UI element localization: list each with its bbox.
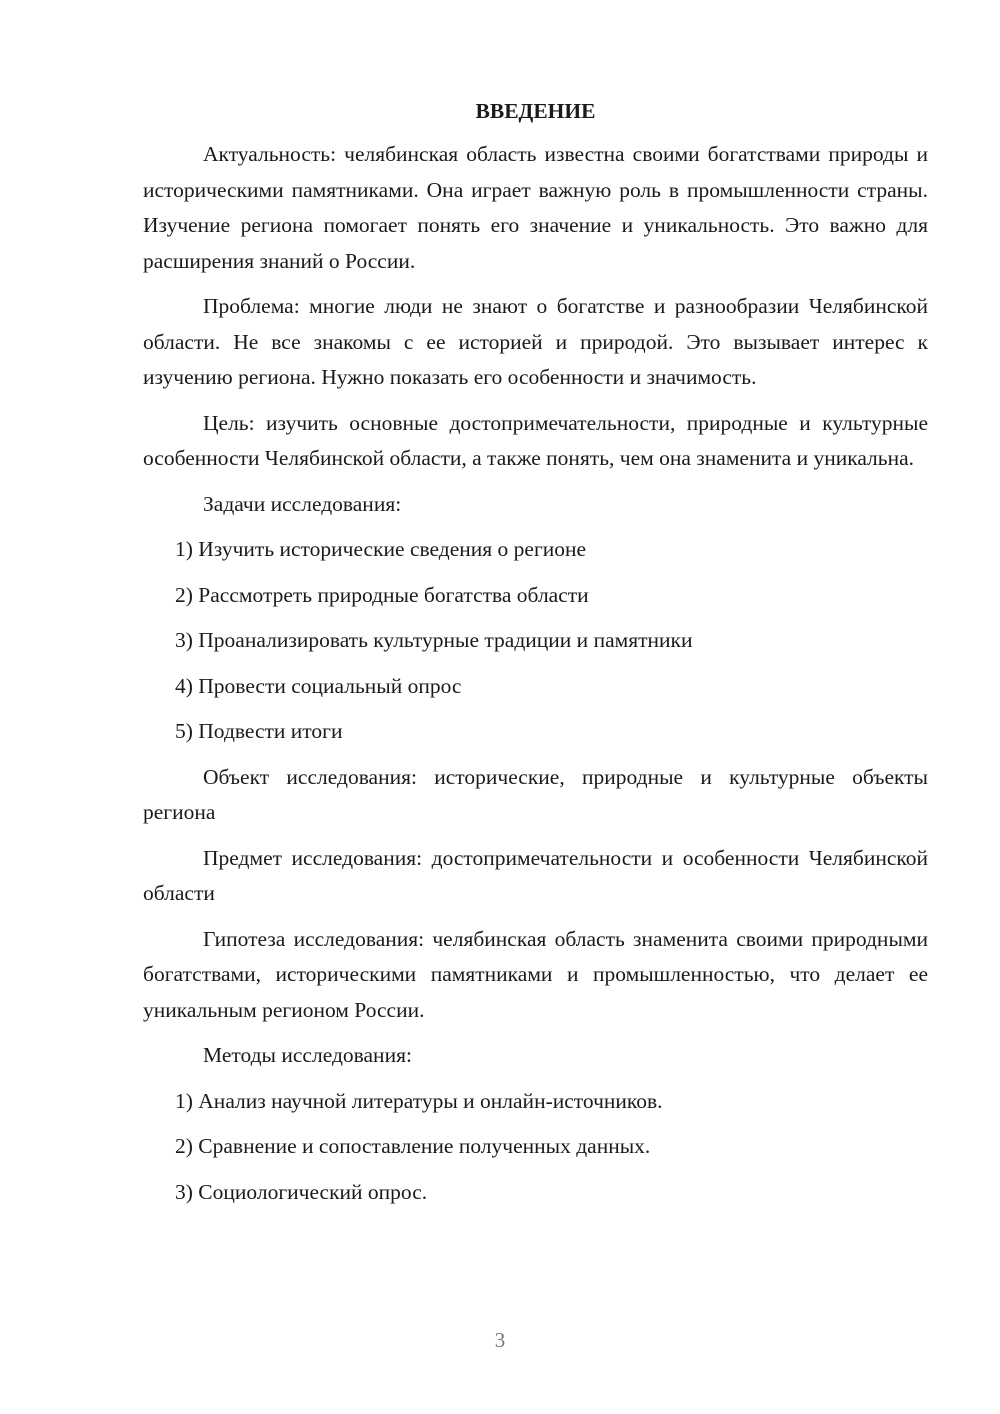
list-item: 1) Изучить исторические сведения о регионе [175, 537, 587, 561]
list-item: 1) Анализ научной литературы и онлайн-источников. [175, 1088, 663, 1113]
list-item: 5) Подвести итоги [175, 719, 343, 743]
list-item: 3) Проанализировать культурные традиции и памятники [175, 628, 693, 652]
subject-paragraph: Предмет исследования: достопримечательности и особенности Челябинской области [143, 845, 928, 905]
page-number: 3 [494, 1328, 506, 1352]
hypothesis-paragraph: Гипотеза исследования: челябинская область знаменита своими природными богатствами, историческими памятниками и промышленностью, что делает ее уникальным регионом России. [143, 926, 928, 1022]
methods-heading: Методы исследования: [203, 1043, 412, 1067]
problem-paragraph: Проблема: многие люди не знают о богатстве и разнообразии Челябинской области. Не все знакомы с ее историей и природой. Это вызывает интерес к изучению региона. Нужно показать его особенности и значимость. [143, 294, 928, 389]
relevance-paragraph: Актуальность: челябинская область известна своими богатствами природы и историческими памятниками. Она играет важную роль в промышленности страны. Изучение региона помогает понять его значение и уникальность. Это важно для расширения знаний о России. [143, 142, 928, 273]
list-item: 3) Социологический опрос. [175, 1179, 428, 1204]
list-item: 2) Рассмотреть природные богатства области [175, 582, 589, 607]
page-title: ВВЕДЕНИЕ [475, 99, 596, 123]
tasks-heading: Задачи исследования: [203, 491, 402, 516]
list-item: 2) Сравнение и сопоставление полученных данных. [175, 1134, 651, 1158]
document-page [143, 93, 928, 1220]
goal-paragraph: Цель: изучить основные достопримечательности, природные и культурные особенности Челябинской области, а также понять, чем она знаменита и уникальна. [143, 410, 928, 470]
methods-list [143, 1084, 928, 1211]
tasks-list [143, 532, 928, 750]
object-paragraph: Объект исследования: исторические, природные и культурные объекты региона [143, 764, 928, 824]
list-item: 4) Провести социальный опрос [175, 673, 462, 698]
